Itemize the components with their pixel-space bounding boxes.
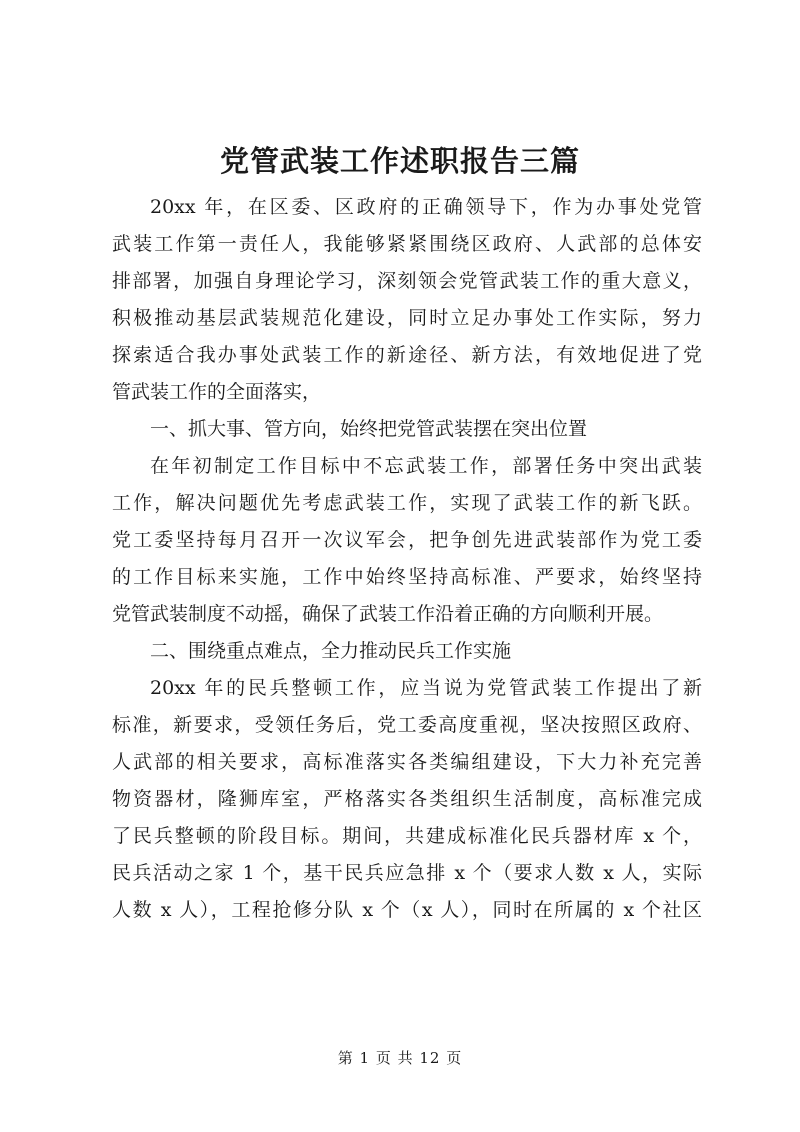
body-line: 民兵活动之家 1 个，基干民兵应急排 x 个（要求人数 x 人，实际 <box>112 862 702 884</box>
body-line: 了民兵整顿的阶段目标。期间，共建成标准化民兵器材库 x 个， <box>112 825 702 847</box>
body-line: 在年初制定工作目标中不忘武装工作，部署任务中突出武装 <box>150 455 702 477</box>
body-line: 物资器材，隆狮库室，严格落实各类组织生活制度，高标准完成 <box>112 788 702 810</box>
body-line: 人武部的相关要求，高标准落实各类编组建设，下大力补充完善 <box>112 751 702 773</box>
body-line: 管武装工作的全面落实， <box>112 381 322 403</box>
section-heading: 二、围绕重点难点，全力推动民兵工作实施 <box>150 640 512 662</box>
body-line: 标准，新要求，受领任务后，党工委高度重视，坚决按照区政府、 <box>112 714 702 736</box>
body-line: 工作，解决问题优先考虑武装工作，实现了武装工作的新飞跃。 <box>112 492 702 514</box>
body-line: 积极推动基层武装规范化建设，同时立足办事处工作实际，努力 <box>112 307 702 329</box>
body-line: 人数 x 人），工程抢修分队 x 个（x 人），同时在所属的 x 个社区 <box>112 899 702 921</box>
page-number-footer: 第 1 页 共 12 页 <box>337 1049 463 1067</box>
body-line: 排部署，加强自身理论学习，深刻领会党管武装工作的重大意义， <box>112 270 702 292</box>
body-line: 20xx 年的民兵整顿工作，应当说为党管武装工作提出了新 <box>150 677 702 699</box>
body-line: 探索适合我办事处武装工作的新途径、新方法，有效地促进了党 <box>112 344 702 366</box>
document-title: 党管武装工作述职报告三篇 <box>219 144 580 178</box>
body-line: 党管武装制度不动摇，确保了武装工作沿着正确的方向顺利开展。 <box>112 603 664 625</box>
body-line: 武装工作第一责任人，我能够紧紧围绕区政府、人武部的总体安 <box>112 233 702 255</box>
section-heading: 一、抓大事、管方向，始终把党管武装摆在突出位置 <box>150 418 588 440</box>
body-line: 党工委坚持每月召开一次议军会，把争创先进武装部作为党工委 <box>112 529 702 551</box>
body-line: 20xx 年，在区委、区政府的正确领导下，作为办事处党管 <box>150 196 702 218</box>
body-line: 的工作目标来实施，工作中始终坚持高标准、严要求，始终坚持 <box>112 566 702 588</box>
